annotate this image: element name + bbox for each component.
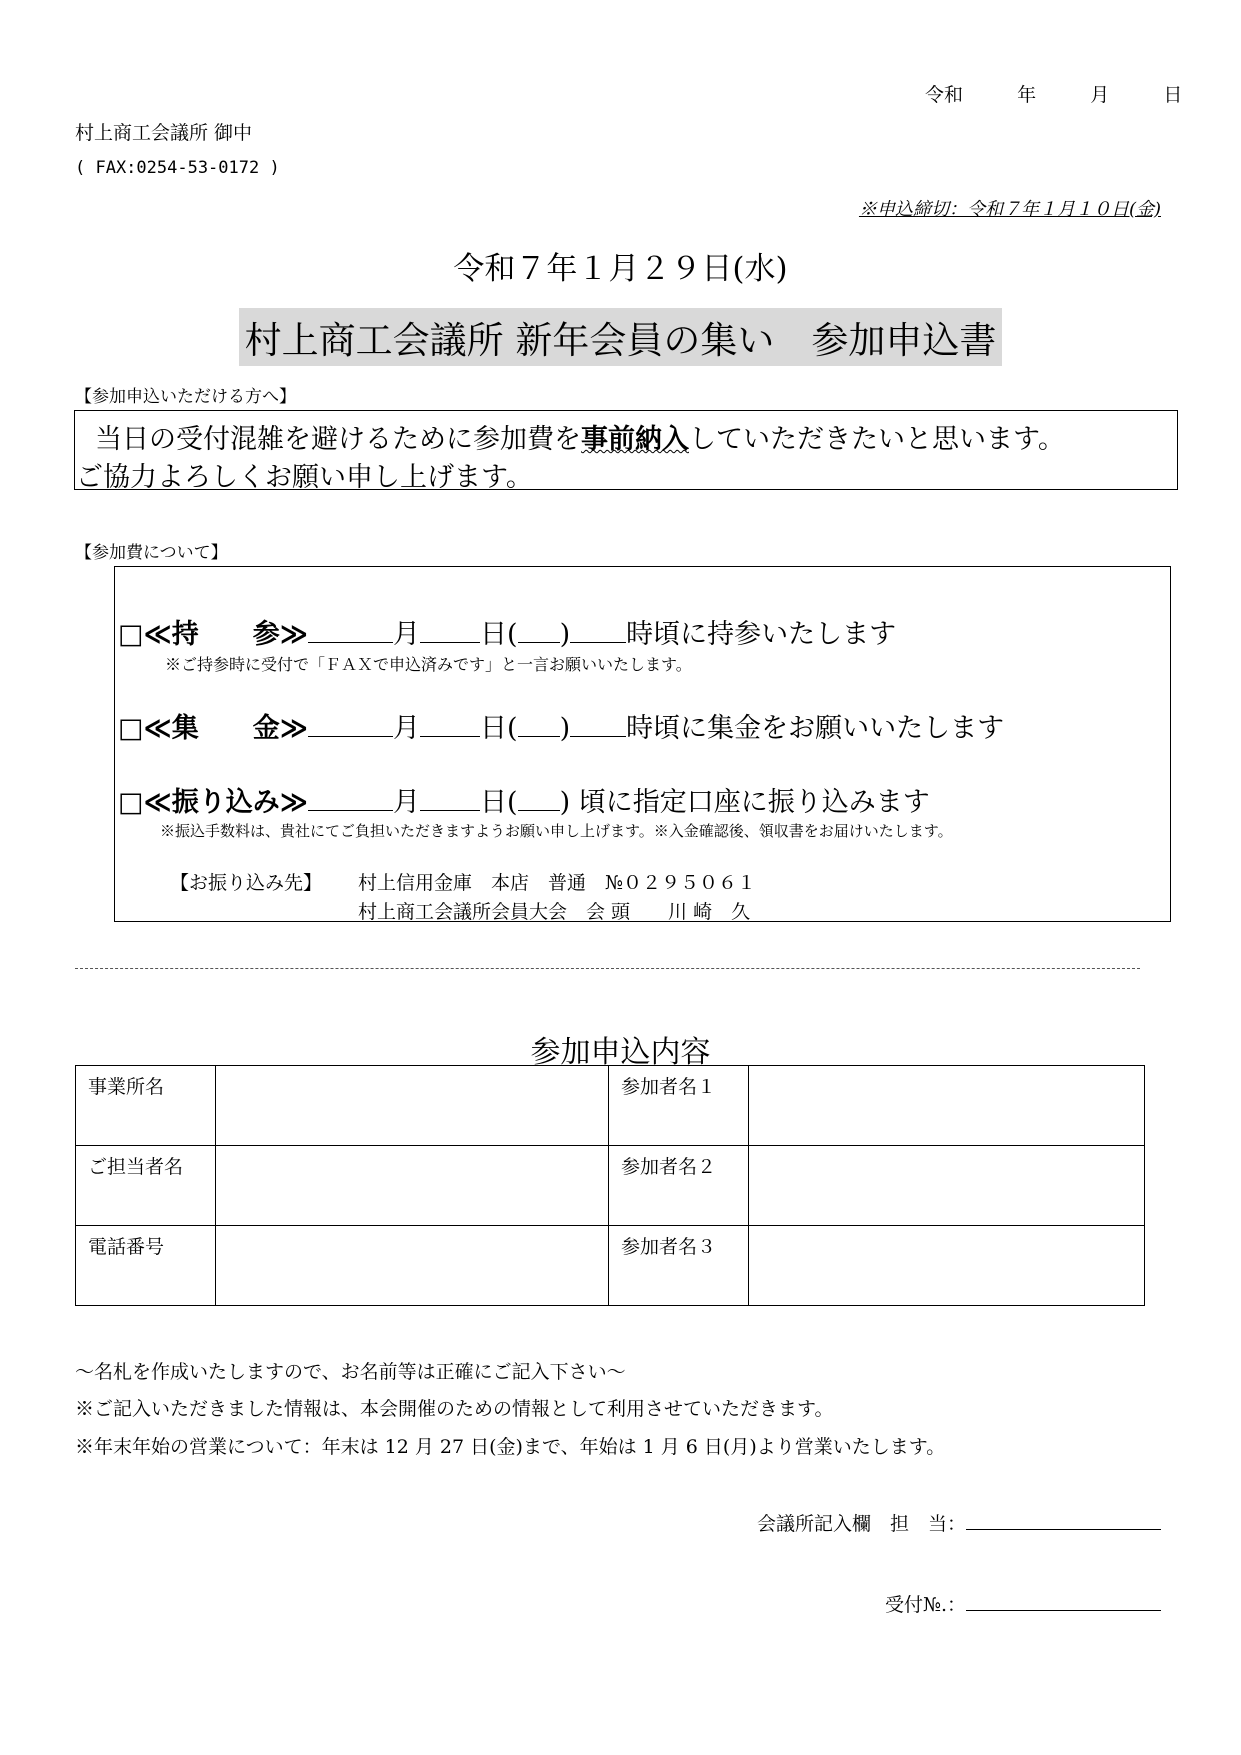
footer-line-2: ※ご記入いただきました情報は、本会開催のための情報として利用させていただきます。 [75, 1398, 834, 1420]
option-bring[interactable] [118, 612, 896, 651]
day-blank[interactable] [420, 620, 480, 643]
option-bring-name: ≪持 参≫ [143, 619, 309, 650]
weekday-blank[interactable] [518, 620, 560, 643]
receipt-label: 受付№.： [884, 1594, 966, 1616]
option-collect[interactable] [118, 706, 1004, 745]
date-field [925, 80, 1182, 107]
label-company: 事業所名 [76, 1066, 216, 1146]
option-transfer-note: ※振込手数料は、貴社にてご負担いただきますようお願い申し上げます。※入金確認後、領収書をお届けいたします。 [160, 822, 953, 840]
footer-line-3: ※年末年始の営業について：年末は 12 月 27 日(金)まで、年始は 1 月 6 日(月)より営業いたします。 [75, 1436, 946, 1458]
month-label: 月 [393, 713, 421, 744]
form-title: 参加申込内容 [530, 1035, 711, 1070]
bank-line-1: 村上信用金庫 本店 普通 №０２９５０６１ [358, 872, 756, 894]
time-blank[interactable] [570, 620, 626, 643]
page-title: 村上商工会議所 新年会員の集い 参加申込書 [239, 308, 1003, 366]
weekday-blank[interactable] [518, 788, 560, 811]
notice-emphasis: 事前納入 [581, 424, 689, 455]
weekday-blank[interactable] [518, 714, 560, 737]
participant-2-input[interactable] [749, 1146, 1145, 1226]
office-use-label: 会議所記入欄 担 当： [756, 1513, 966, 1535]
paren-open: ( [507, 619, 518, 650]
deadline-note: ※申込締切：令和７年１月１０日(金) [858, 199, 1161, 220]
month-label: 月 [393, 619, 421, 650]
day-label: 日 [480, 787, 508, 818]
phone-input[interactable] [216, 1226, 609, 1306]
label-participant-2: 参加者名２ [609, 1146, 749, 1226]
fee-label: 【参加費について】 [75, 543, 228, 563]
notice-line-2: ご協力よろしくお願い申し上げます。 [76, 462, 533, 493]
participant-1-input[interactable] [749, 1066, 1145, 1146]
staff-blank[interactable] [966, 1509, 1161, 1530]
time-blank[interactable] [570, 714, 626, 737]
table-row [76, 1146, 1145, 1226]
bank-label: 【お振り込み先】 [170, 872, 323, 894]
option-collect-tail: 時頃に集金をお願いいたします [626, 713, 1005, 744]
label-participant-1: 参加者名１ [609, 1066, 749, 1146]
date-era: 令和 [925, 84, 964, 106]
fax-number: ( FAX:0254-53-0172 ) [75, 158, 280, 178]
day-label: 日 [480, 713, 508, 744]
receipt-blank[interactable] [966, 1590, 1161, 1611]
company-input[interactable] [216, 1066, 609, 1146]
date-day: 日 [1163, 84, 1183, 106]
title-wrap [0, 308, 1241, 366]
notice-label: 【参加申込いただける方へ】 [75, 387, 296, 407]
option-bring-note: ※ご持参時に受付で「ＦＡＸで申込済みです」と一言お願いいたします。 [165, 655, 692, 674]
contact-input[interactable] [216, 1146, 609, 1226]
day-label: 日 [480, 619, 508, 650]
paren-close: ) [559, 713, 571, 744]
month-blank[interactable] [308, 620, 393, 643]
footer-line-1: ～名札を作成いたしますので、お名前等は正確にご記入下さい～ [75, 1361, 626, 1383]
checkbox-collect[interactable]: □ [118, 713, 144, 744]
paren-close: ) [559, 619, 571, 650]
paren-close: ) [559, 787, 571, 818]
label-phone: 電話番号 [76, 1226, 216, 1306]
option-transfer-name: ≪振り込み≫ [143, 787, 309, 818]
month-blank[interactable] [308, 788, 393, 811]
checkbox-bring[interactable]: □ [118, 619, 144, 650]
option-collect-name: ≪集 金≫ [143, 713, 309, 744]
paren-open: ( [507, 787, 518, 818]
cut-line [75, 968, 1140, 969]
receipt-field [885, 1590, 1161, 1617]
date-month: 月 [1090, 84, 1110, 106]
month-label: 月 [393, 787, 421, 818]
bank-line-2: 村上商工会議所会員大会 会 頭 川 崎 久 [358, 901, 751, 923]
recipient: 村上商工会議所 御中 [75, 122, 253, 144]
day-blank[interactable] [420, 788, 480, 811]
month-blank[interactable] [308, 714, 393, 737]
date-year: 年 [1017, 84, 1037, 106]
table-row [76, 1066, 1145, 1146]
notice-line-1-before: 当日の受付混雑を避けるために参加費を [95, 424, 581, 455]
notice-line-1 [95, 417, 1065, 456]
notice-line-1-after: していただきたいと思います。 [689, 424, 1065, 455]
checkbox-transfer[interactable]: □ [118, 787, 144, 818]
option-transfer-tail: 頃に指定口座に振り込みます [578, 787, 930, 818]
application-form [75, 1065, 1145, 1306]
label-participant-3: 参加者名３ [609, 1226, 749, 1306]
paren-open: ( [507, 713, 518, 744]
label-contact: ご担当者名 [76, 1146, 216, 1226]
office-use-field [757, 1509, 1161, 1536]
option-transfer[interactable] [118, 780, 930, 819]
table-row [76, 1226, 1145, 1306]
participant-3-input[interactable] [749, 1226, 1145, 1306]
option-bring-tail: 時頃に持参いたします [626, 619, 897, 650]
event-date: 令和７年１月２９日(水) [453, 251, 788, 287]
day-blank[interactable] [420, 714, 480, 737]
